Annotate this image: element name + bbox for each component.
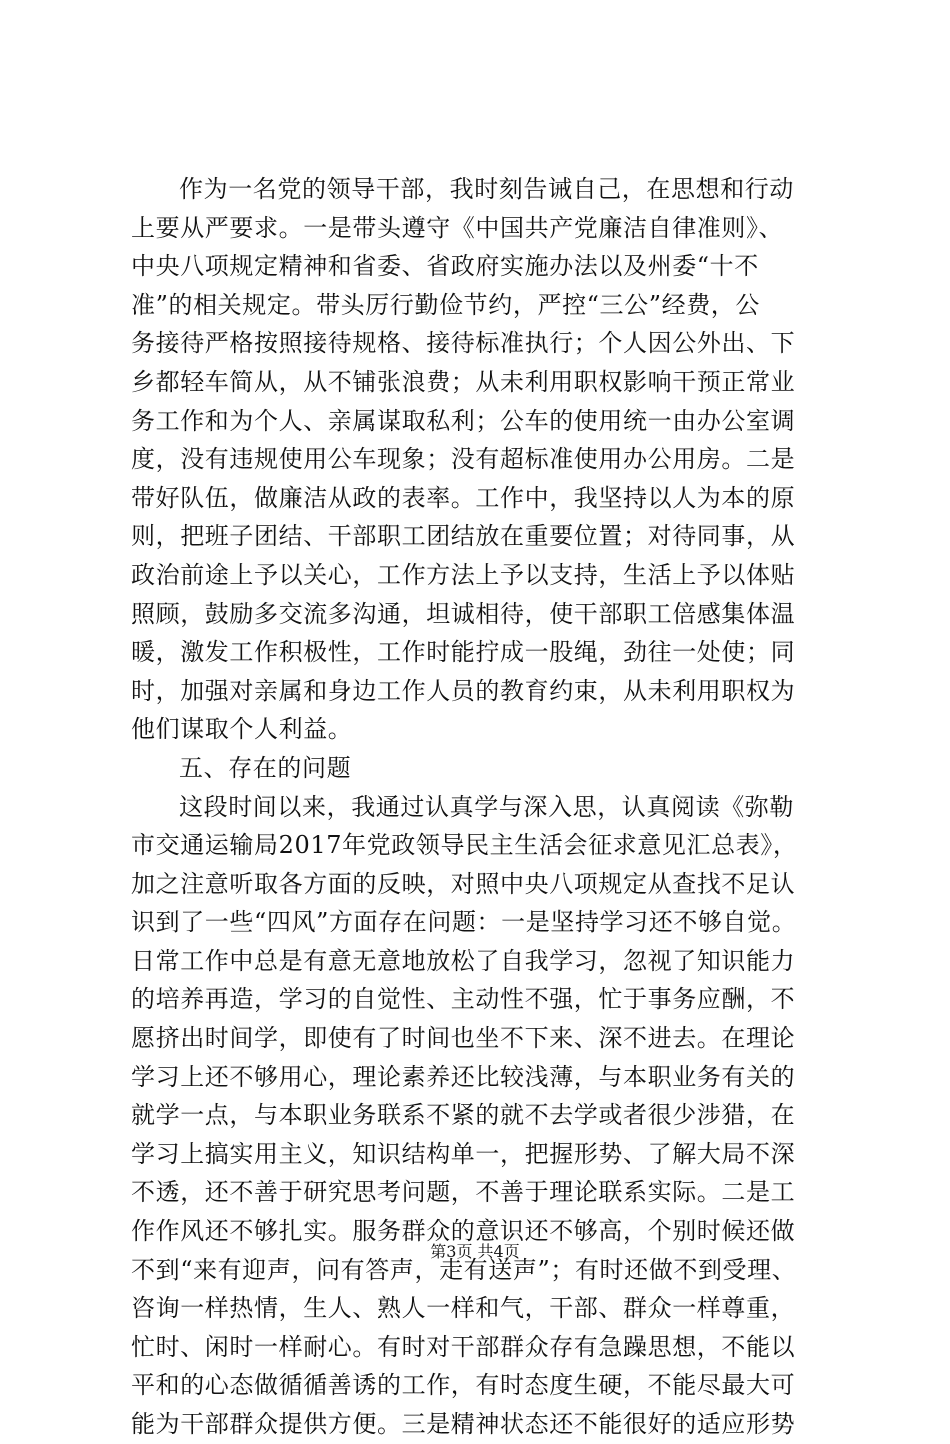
text-line: 他们谋取个人利益。 xyxy=(131,715,353,744)
text-line: 学习上还不够用心，理论素养还比较浅薄，与本职业务有关的 xyxy=(131,1062,796,1091)
text-line: 乡都轻车简从，从不铺张浪费；从未利用职权影响干预正常业 xyxy=(131,367,796,396)
section-heading: 五、存在的问题 xyxy=(179,753,352,782)
text-line: 不透，还不善于研究思考问题，不善于理论联系实际。二是工 xyxy=(131,1178,796,1207)
text-line: 时，加强对亲属和身边工作人员的教育约束，从未利用职权为 xyxy=(131,676,796,705)
text-line: 日常工作中总是有意无意地放松了自我学习，忽视了知识能力 xyxy=(131,946,796,975)
text-line: 咨询一样热情，生人、熟人一样和气，干部、群众一样尊重， xyxy=(131,1294,796,1323)
text-line: 学习上搞实用主义，知识结构单一，把握形势、了解大局不深 xyxy=(131,1139,796,1168)
text-line: 中央八项规定精神和省委、省政府实施办法以及州委“十不 xyxy=(131,252,759,281)
text-line: 忙时、闲时一样耐心。有时对干部群众存有急躁思想，不能以 xyxy=(131,1332,796,1361)
text-line: 上要从严要求。一是带头遵守《中国共产党廉洁自律准则》、 xyxy=(131,213,784,242)
text-line: 度，没有违规使用公车现象；没有超标准使用办公用房。二是 xyxy=(131,445,796,474)
text-line: 识到了一些“四风”方面存在问题：一是坚持学习还不够自觉。 xyxy=(131,908,797,937)
page-footer: 第3页 共4页 xyxy=(430,1242,520,1261)
text-line: 加之注意听取各方面的反映，对照中央八项规定从查找不足认 xyxy=(131,869,796,898)
text-line: 这段时间以来，我通过认真学与深入思，认真阅读《弥勒 xyxy=(179,792,794,821)
text-line: 则，把班子团结、干部职工团结放在重要位置；对待同事，从 xyxy=(131,522,796,551)
text-line: 政治前途上予以关心，工作方法上予以支持，生活上予以体贴 xyxy=(131,560,796,589)
text-line: 准”的相关规定。带头厉行勤俭节约，严控“三公”经费，公 xyxy=(131,290,761,319)
text-line: 愿挤出时间学，即使有了时间也坐不下来、深不进去。在理论 xyxy=(131,1024,796,1053)
text-line: 务接待严格按照接待规格、接待标准执行；个人因公外出、下 xyxy=(131,329,796,358)
text-line: 能为干部群众提供方便。三是精神状态还不能很好的适应形势 xyxy=(131,1410,796,1438)
text-line: 暖，激发工作积极性，工作时能拧成一股绳，劲往一处使；同 xyxy=(131,638,796,667)
text-line: 平和的心态做循循善诱的工作，有时态度生硬，不能尽最大可 xyxy=(131,1371,796,1400)
text-line: 务工作和为个人、亲属谋取私利；公车的使用统一由办公室调 xyxy=(131,406,796,435)
text-line: 照顾，鼓励多交流多沟通，坦诚相待，使干部职工倍感集体温 xyxy=(131,599,796,628)
text-line: 不到“来有迎声，问有答声，走有送声”；有时还做不到受理、 xyxy=(131,1255,797,1284)
text-line: 带好队伍，做廉洁从政的表率。工作中，我坚持以人为本的原 xyxy=(131,483,796,512)
text-line: 的培养再造，学习的自觉性、主动性不强，忙于事务应酬，不 xyxy=(131,985,796,1014)
text-line: 作作风还不够扎实。服务群众的意识还不够高，个别时候还做 xyxy=(131,1217,796,1246)
text-line: 作为一名党的领导干部，我时刻告诫自己，在思想和行动 xyxy=(179,175,794,203)
text-line: 市交通运输局2017年党政领导民主生活会征求意见汇总表》， xyxy=(131,831,798,860)
text-line: 就学一点，与本职业务联系不紧的就不去学或者很少涉猎，在 xyxy=(131,1101,796,1130)
